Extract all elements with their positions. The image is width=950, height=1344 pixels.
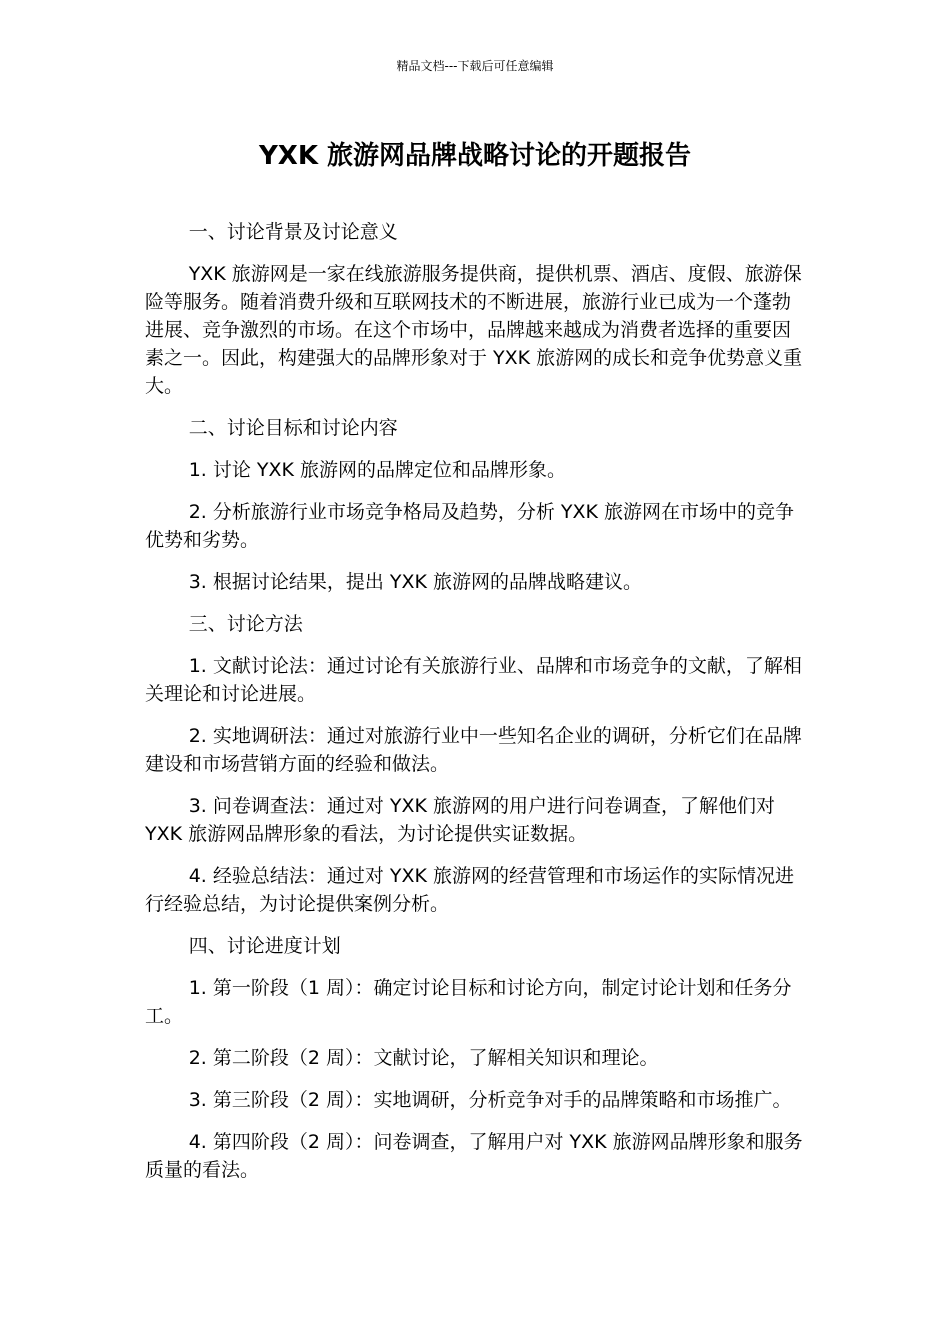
document-title: YXK 旅游网品牌战略讨论的开题报告: [258, 141, 692, 171]
section-heading-objectives: 二、讨论目标和讨论内容: [188, 417, 398, 439]
objective-item-3: 3. 根据讨论结果，提出 YXK 旅游网的品牌战略建议。: [188, 571, 643, 593]
objective-item-1: 1. 讨论 YXK 旅游网的品牌定位和品牌形象。: [188, 459, 567, 481]
section-heading-background: 一、讨论背景及讨论意义: [188, 221, 398, 243]
paragraph-background: YXK 旅游网是一家在线旅游服务提供商，提供机票、酒店、度假、旅游保险等服务。随着消费升级和互联网技术的不断进展，旅游行业已成为一个蓬勃进展、竞争激烈的市场。在这个市场中，品牌越来越成为消费者选择的重要因素之一。因此，构建强大的品牌形象对于 YXK 旅游网的成长和竞争优势意义重大。: [145, 263, 803, 397]
method-item-3: 3. 问卷调查法：通过对 YXK 旅游网的用户进行问卷调查，了解他们对 YXK 旅游网品牌形象的看法，为讨论提供实证数据。: [145, 795, 776, 845]
document-body: [145, 218, 807, 1198]
schedule-item-4: 4. 第四阶段（2 周）：问卷调查，了解用户对 YXK 旅游网品牌形象和服务质量的看法。: [145, 1131, 803, 1181]
method-item-2: 2. 实地调研法：通过对旅游行业中一些知名企业的调研，分析它们在品牌建设和市场营销方面的经验和做法。: [145, 725, 802, 775]
page-header: 精品文档---下载后可任意编辑: [396, 59, 554, 73]
method-item-4: 4. 经验总结法：通过对 YXK 旅游网的经营管理和市场运作的实际情况进行经验总结，为讨论提供案例分析。: [145, 865, 795, 915]
schedule-item-2: 2. 第二阶段（2 周）：文献讨论，了解相关知识和理论。: [188, 1047, 659, 1069]
objective-item-2: 2. 分析旅游行业市场竞争格局及趋势，分析 YXK 旅游网在市场中的竞争优势和劣势。: [145, 501, 795, 551]
section-heading-methods: 三、讨论方法: [188, 613, 303, 635]
section-heading-schedule: 四、讨论进度计划: [188, 935, 341, 957]
method-item-1: 1. 文献讨论法：通过讨论有关旅游行业、品牌和市场竞争的文献，了解相关理论和讨论进展。: [145, 655, 802, 705]
schedule-item-3: 3. 第三阶段（2 周）：实地调研，分析竞争对手的品牌策略和市场推广。: [188, 1089, 792, 1111]
schedule-item-1: 1. 第一阶段（1 周）：确定讨论目标和讨论方向，制定讨论计划和任务分工。: [145, 977, 792, 1027]
